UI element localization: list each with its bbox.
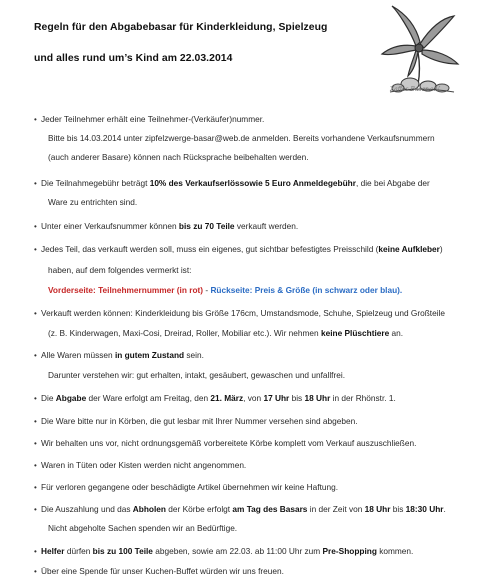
rule-text-segment: Über eine Spende für unser Kuchen-Buffet würden wir uns freuen. (41, 566, 284, 576)
rule-6-line-1 (41, 308, 445, 319)
rule-2-line-2 (48, 197, 137, 208)
rule-text-segment: , die bei Abgabe der (355, 178, 430, 188)
rule-5-line-1 (48, 285, 402, 296)
bullet-marker: • (34, 547, 37, 556)
rule-text-segment: der Ware erfolgt am Freitag, den (86, 393, 211, 403)
rule-text-segment: keine Plüschtiere (320, 328, 390, 338)
rule-8-line-1 (41, 393, 396, 404)
rule-text-segment: Vorderseite: Teilnehmernummer (in rot) (48, 285, 204, 295)
rule-9-line-1 (41, 416, 358, 427)
bullet-marker: • (34, 461, 37, 470)
rule-text-segment: 17 Uhr (263, 393, 290, 403)
rule-13-line-1 (41, 504, 446, 515)
bullet-marker: • (34, 309, 37, 318)
bullet-marker: • (34, 394, 37, 403)
rule-text-segment: Abgabe (55, 393, 87, 403)
bullet-marker: • (34, 567, 37, 576)
rule-text-segment: Alle Waren müssen (41, 350, 115, 360)
rule-text-segment: Helfer (41, 546, 65, 556)
bullet-marker: • (34, 115, 37, 124)
rule-text-segment: (z. B. Kinderwagen, Maxi-Cosi, Dreirad, Roller, Mobiliar etc.). Wir nehmen (48, 328, 321, 338)
rule-text-segment: 10% des Verkaufserlössowie 5 Euro Anmeldegebühr (149, 178, 356, 188)
rule-text-segment: Jedes Teil, das verkauft werden soll, muss ein eigenes, gut sichtbar befestigtes Preisschild ( (41, 244, 379, 254)
rule-text-segment: . (443, 504, 446, 514)
rule-text-segment: Rückseite: Preis & Größe (in schwarz oder blau). (210, 285, 403, 295)
rule-text-segment: verkauft werden. (234, 221, 299, 231)
rule-1-line-3 (48, 152, 309, 163)
rule-text-segment: abgeben, sowie am 22.03. ab 11:00 Uhr zum (152, 546, 323, 556)
rule-7-line-2 (48, 370, 345, 381)
rule-text-segment: Die Ware bitte nur in Körben, die gut lesbar mit Ihrer Nummer versehen sind abgeben. (41, 416, 358, 426)
rule-text-segment: Die Teilnahmegebühr beträgt (41, 178, 150, 188)
rule-text-segment: Darunter verstehen wir: gut erhalten, intakt, gesäubert, gewaschen und unfallfrei. (48, 370, 346, 380)
rule-text-segment: ) (439, 244, 443, 254)
rule-text-segment: bis (390, 504, 406, 514)
bullet-marker: • (34, 179, 37, 188)
rule-15-line-1 (41, 566, 284, 577)
rule-text-segment: Die Auszahlung und das (41, 504, 133, 514)
rule-text-segment: am Tag des Basars (232, 504, 308, 514)
rule-13-line-2 (48, 523, 237, 534)
rule-7-line-1 (41, 350, 204, 361)
bullet-marker: • (34, 483, 37, 492)
rule-text-segment: Die (41, 393, 56, 403)
rule-2-line-1 (41, 178, 430, 189)
rule-text-segment: Verkauft werden können: Kinderkleidung bis Größe 176cm, Umstandsmode, Schuhe, Spielzeug und Großteile (41, 308, 446, 318)
rule-text-segment: an. (389, 328, 404, 338)
rule-text-segment: 18:30 Uhr (405, 504, 444, 514)
rule-text-segment: 18 Uhr (304, 393, 331, 403)
rule-text-segment: dürfen (64, 546, 93, 556)
rule-text-segment: 21. März (210, 393, 244, 403)
flower-logo-icon (370, 4, 466, 96)
rule-text-segment: in der Rhönstr. 1. (330, 393, 396, 403)
bullet-marker: • (34, 505, 37, 514)
rule-text-segment: - (203, 285, 211, 295)
document-title-line-2: und alles rund um’s Kind am 22.03.2014 (34, 53, 233, 64)
rule-text-segment: bis zu 70 Teile (178, 221, 235, 231)
rule-text-segment: bis (289, 393, 305, 403)
rule-1-line-2 (48, 133, 435, 144)
bullet-marker: • (34, 245, 37, 254)
rule-6-line-2 (48, 328, 403, 339)
rule-text-segment: keine Aufkleber (378, 244, 440, 254)
rule-text-segment: , von (243, 393, 264, 403)
rule-text-segment: kommen. (376, 546, 414, 556)
document-title-line-1: Regeln für den Abgabebasar für Kinderkleidung, Spielzeug (34, 22, 328, 33)
rule-3-line-1 (41, 221, 298, 232)
rule-text-segment: haben, auf dem folgendes vermerkt ist: (48, 265, 192, 275)
bullet-marker: • (34, 222, 37, 231)
rule-text-segment: Bitte bis 14.03.2014 unter zipfelzwerge-basar@web.de anmelden. Bereits vorhandene Verkaufsnummern (48, 133, 435, 143)
rule-text-segment: 18 Uhr (364, 504, 391, 514)
bullet-marker: • (34, 417, 37, 426)
bullet-marker: • (34, 351, 37, 360)
rule-11-line-1 (41, 460, 246, 471)
rule-text-segment: bis zu 100 Teile (92, 546, 153, 556)
rule-text-segment: Für verloren gegangene oder beschädigte Artikel übernehmen wir keine Haftung. (41, 482, 339, 492)
rule-4-line-2 (48, 265, 191, 276)
rule-text-segment: sein. (184, 350, 204, 360)
rule-12-line-1 (41, 482, 338, 493)
rule-text-segment: Pre-Shopping (322, 546, 377, 556)
rule-text-segment: Nicht abgeholte Sachen spenden wir an Bedürftige. (48, 523, 238, 533)
rule-text-segment: in gutem Zustand (114, 350, 185, 360)
rule-text-segment: (auch anderer Basare) können nach Rücksprache beibehalten werden. (48, 152, 309, 162)
rule-text-segment: Unter einer Verkaufsnummer können (41, 221, 179, 231)
rule-text-segment: Wir behalten uns vor, nicht ordnungsgemäß vorbereitete Körbe komplett vom Verkauf auszuschließen. (41, 438, 417, 448)
rule-1-line-1 (41, 114, 264, 125)
rule-4-line-1 (41, 244, 443, 255)
rule-text-segment: Waren in Tüten oder Kisten werden nicht angenommen. (41, 460, 247, 470)
rule-text-segment: Abholen (132, 504, 166, 514)
rule-text-segment: der Körbe erfolgt (165, 504, 233, 514)
logo-caption: Zaffes Basar e.V. (390, 86, 441, 93)
rule-text-segment: Ware zu entrichten sind. (48, 197, 138, 207)
rule-text-segment: in der Zeit von (307, 504, 365, 514)
bullet-marker: • (34, 439, 37, 448)
rule-14-line-1 (41, 546, 413, 557)
rule-text-segment: Jeder Teilnehmer erhält eine Teilnehmer-(Verkäufer)nummer. (41, 114, 265, 124)
rule-10-line-1 (41, 438, 416, 449)
